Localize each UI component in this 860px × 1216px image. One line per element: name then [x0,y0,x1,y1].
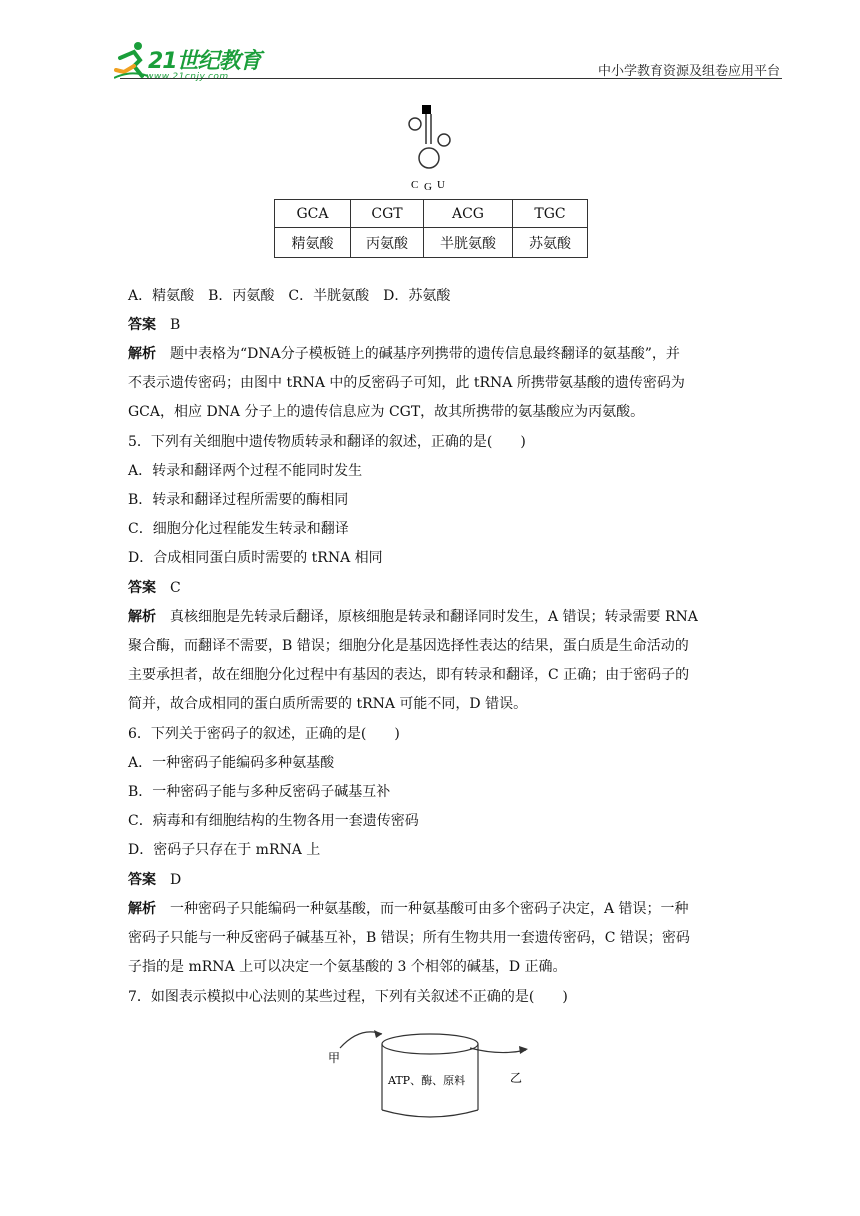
answer-value: C [170,580,181,596]
q5-stem: 5．下列有关细胞中遗传物质转录和翻译的叙述，正确的是( ) [128,434,526,450]
q6-option-b: B．一种密码子能与多种反密码子碱基互补 [128,784,391,800]
label-yi: 乙 [510,1071,523,1085]
q5-answer [128,578,181,598]
runner-logo-icon [114,40,148,80]
q4-options: A．精氨酸 B．丙氨酸 C．半胱氨酸 D．苏氨酸 [128,288,451,304]
q6-analysis-line [128,899,689,919]
header-divider [120,78,782,79]
table-row [275,200,588,228]
q6-option-a: A．一种密码子能编码多种氨基酸 [128,755,335,771]
central-dogma-diagram [320,1020,550,1140]
q5-analysis-line: 聚合酶，而翻译不需要，B 错误；细胞分化是基因选择性表达的结果，蛋白质是生命活动的 [128,638,689,654]
answer-label: 答案 [128,580,156,596]
logo-text: 21世纪教育 [148,49,261,74]
q7-stem: 7．如图表示模拟中心法则的某些过程，下列有关叙述不正确的是( ) [128,989,568,1005]
table-cell: 苏氨酸 [513,228,588,258]
analysis-label: 解析 [128,346,156,362]
analysis-label: 解析 [128,901,156,917]
table-cell: 丙氨酸 [351,228,424,258]
trna-diagram [400,100,470,192]
table-row [275,228,588,258]
q6-option-d: D．密码子只存在于 mRNA 上 [128,842,321,858]
q4-analysis-line: GCA，相应 DNA 分子上的遗传信息应为 CGT，故其所携带的氨基酸应为丙氨酸。 [128,404,645,420]
table-cell: CGT [351,200,424,228]
q4-answer [128,315,180,335]
q5-option-a: A．转录和翻译两个过程不能同时发生 [128,463,363,479]
q6-analysis-line: 子指的是 mRNA 上可以决定一个氨基酸的 3 个相邻的碱基，D 正确。 [128,959,567,975]
site-logo [118,40,288,90]
page-header [0,0,860,90]
codon-table [274,199,588,258]
table-cell: ACG [424,200,513,228]
table-cell: TGC [513,200,588,228]
answer-label: 答案 [128,317,156,333]
q5-option-d: D．合成相同蛋白质时需要的 tRNA 相同 [128,550,383,566]
platform-name: 中小学教育资源及组卷应用平台 [597,64,780,79]
q6-answer [128,870,181,890]
anticodon-base-3: U [437,179,445,191]
anticodon-base-1: C [411,179,419,191]
table-cell: 精氨酸 [275,228,351,258]
analysis-text: 题中表格为“DNA分子模板链上的碱基序列携带的遗传信息最终翻译的氨基酸”，并 [170,346,680,362]
analysis-text: 一种密码子只能编码一种氨基酸，而一种氨基酸可由多个密码子决定，A 错误；一种 [170,901,689,917]
anticodon-base-2: G [424,181,432,192]
analysis-text: 真核细胞是先转录后翻译，原核细胞是转录和翻译同时发生，A 错误；转录需要 RNA [170,609,698,625]
answer-value: B [170,317,181,333]
q5-analysis-line: 主要承担者，故在细胞分化过程中有基因的表达，即有转录和翻译，C 正确；由于密码子的 [128,667,690,683]
table-cell: GCA [275,200,351,228]
q5-option-b: B．转录和翻译过程所需要的酶相同 [128,492,349,508]
answer-label: 答案 [128,872,156,888]
q6-stem: 6．下列关于密码子的叙述，正确的是( ) [128,726,400,742]
q5-option-c: C．细胞分化过程能发生转录和翻译 [128,521,349,537]
q4-analysis-line [128,344,680,364]
container-label: ATP、酶、原料 [388,1074,466,1087]
table-cell: 半胱氨酸 [424,228,513,258]
label-jia: 甲 [328,1051,341,1065]
q6-analysis-line: 密码子只能与一种反密码子碱基互补，B 错误；所有生物共用一套遗传密码，C 错误；密码 [128,930,690,946]
analysis-label: 解析 [128,609,156,625]
q4-analysis-line: 不表示遗传密码；由图中 tRNA 中的反密码子可知，此 tRNA 所携带氨基酸的遗传密码为 [128,375,685,391]
answer-value: D [170,872,182,888]
q6-option-c: C．病毒和有细胞结构的生物各用一套遗传密码 [128,813,419,829]
q5-analysis-line [128,607,698,627]
logo-url: www.21cnjy.com [146,72,229,82]
q5-analysis-line: 简并，故合成相同的蛋白质所需要的 tRNA 可能不同，D 错误。 [128,696,528,712]
